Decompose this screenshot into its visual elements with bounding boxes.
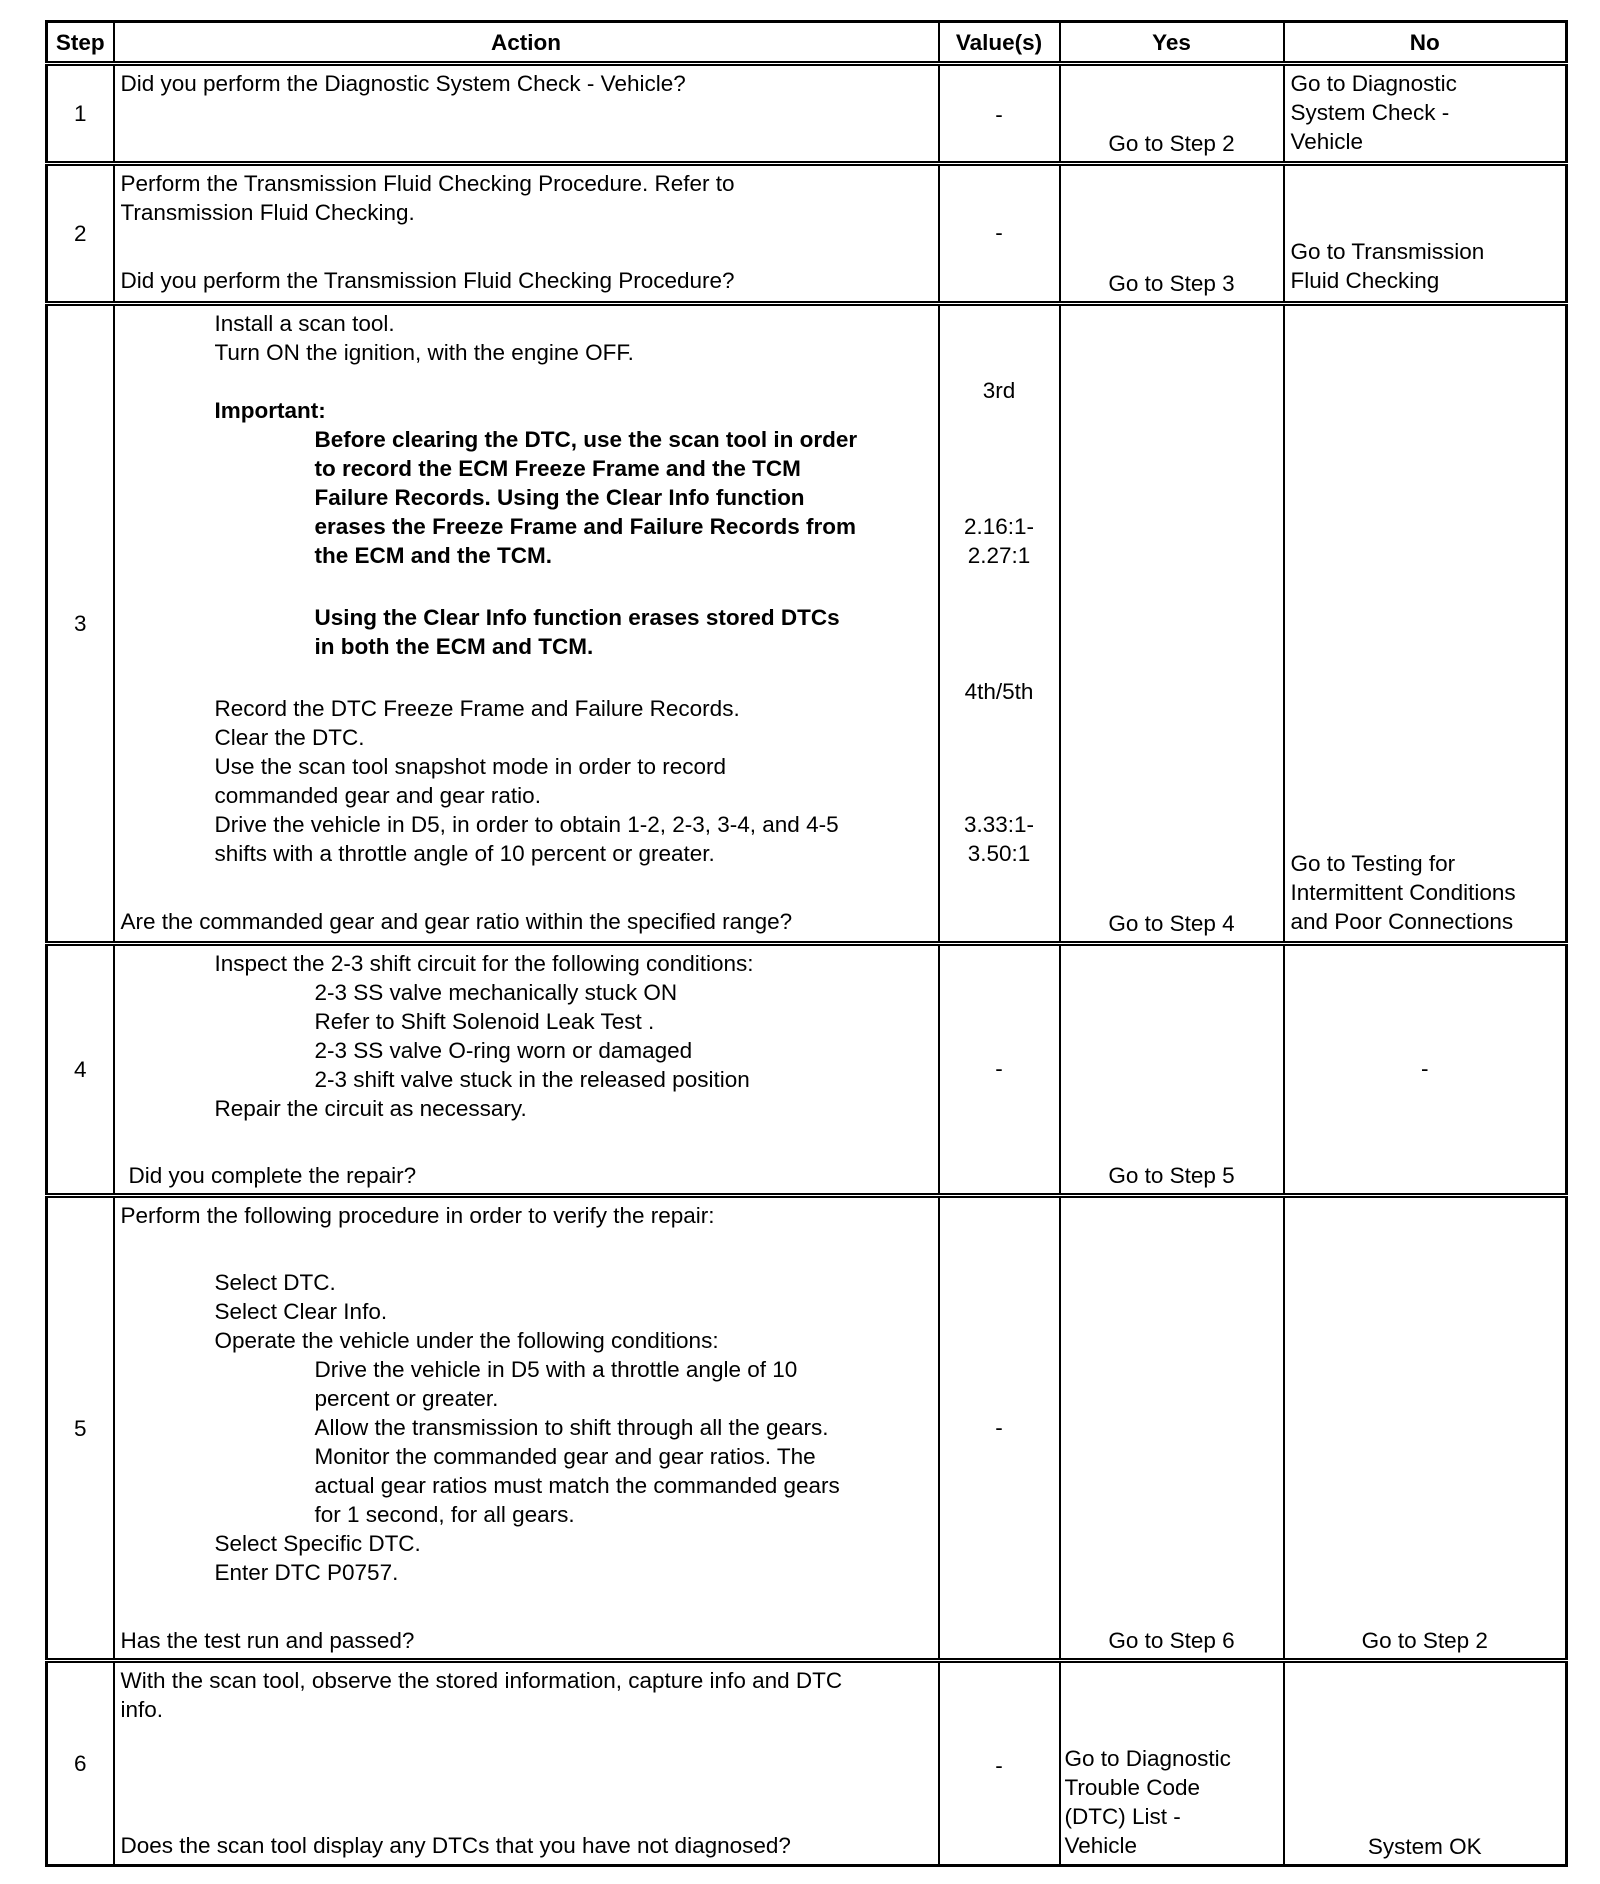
action-line: Clear the DTC.	[214, 725, 365, 750]
value-text: 2.27:1	[967, 543, 1031, 568]
action-line: Perform the following procedure in order to verify the repair:	[120, 1203, 715, 1228]
action-line: Allow the transmission to shift through all the gears.	[314, 1415, 829, 1440]
value-text: 3rd	[982, 378, 1016, 403]
action-line: Select Clear Info.	[214, 1299, 388, 1324]
value-text: 4th/5th	[964, 679, 1034, 704]
action-line: Use the scan tool snapshot mode in order to record	[214, 754, 727, 779]
table-row-step-6	[47, 1661, 1567, 1866]
action-line: Turn ON the ignition, with the engine OFF.	[214, 340, 634, 365]
no-link-line[interactable]: Go to Testing for	[1290, 851, 1456, 876]
action-line: shifts with a throttle angle of 10 percent or greater.	[214, 841, 715, 866]
value-cell	[939, 944, 1060, 1196]
action-line: Drive the vehicle in D5, in order to obtain 1-2, 2-3, 3-4, and 4-5	[214, 812, 839, 837]
no-cell[interactable]	[1284, 64, 1567, 164]
no-cell[interactable]	[1284, 1196, 1567, 1661]
header-yes: Yes	[1060, 22, 1284, 64]
action-line: Transmission Fluid Checking.	[120, 200, 415, 225]
table-row-step-1	[47, 64, 1567, 164]
yes-cell[interactable]	[1060, 304, 1284, 944]
no-link[interactable]: Go to Step 2	[1361, 1628, 1488, 1653]
header-action: Action	[114, 22, 939, 64]
value-text: -	[995, 1415, 1003, 1440]
value-text: -	[995, 220, 1003, 245]
action-cell	[114, 164, 939, 304]
yes-cell[interactable]	[1060, 1661, 1284, 1866]
action-question: Did you perform the Transmission Fluid Checking Procedure?	[120, 268, 735, 293]
action-line: Select Specific DTC.	[214, 1531, 421, 1556]
yes-cell[interactable]	[1060, 1196, 1284, 1661]
important-note-line: Using the Clear Info function erases stored DTCs	[314, 605, 840, 630]
action-line: Repair the circuit as necessary.	[214, 1096, 527, 1121]
no-link-line[interactable]: Fluid Checking	[1290, 268, 1440, 293]
table-row-step-5	[47, 1196, 1567, 1661]
action-cell	[114, 64, 939, 164]
no-link-line[interactable]: Go to Transmission	[1290, 239, 1485, 264]
yes-link[interactable]: Go to Step 5	[1108, 1163, 1235, 1188]
step-number: 3	[47, 304, 114, 944]
yes-link-line[interactable]: Vehicle	[1064, 1833, 1138, 1858]
action-line: 2-3 shift valve stuck in the released position	[314, 1067, 750, 1092]
action-line: Install a scan tool.	[214, 311, 395, 336]
action-line: percent or greater.	[314, 1386, 499, 1411]
action-line: Operate the vehicle under the following conditions:	[214, 1328, 719, 1353]
important-label: Important:	[214, 398, 326, 423]
value-text: -	[995, 102, 1003, 127]
action-cell	[114, 1661, 939, 1866]
yes-link[interactable]: Go to Step 4	[1108, 911, 1235, 936]
value-text: -	[995, 1056, 1003, 1081]
important-note-line: the ECM and the TCM.	[314, 543, 552, 568]
important-note-line: to record the ECM Freeze Frame and the TCM	[314, 456, 801, 481]
no-link-line[interactable]: System Check -	[1290, 100, 1450, 125]
value-cell	[939, 304, 1060, 944]
yes-cell[interactable]	[1060, 164, 1284, 304]
value-text: -	[995, 1753, 1003, 1778]
no-link-line[interactable]: Intermittent Conditions	[1290, 880, 1516, 905]
action-line: Refer to Shift Solenoid Leak Test .	[314, 1009, 655, 1034]
yes-link[interactable]: Go to Step 3	[1108, 271, 1235, 296]
action-line: Select DTC.	[214, 1270, 336, 1295]
no-text: -	[1421, 1056, 1429, 1081]
value-text: 3.50:1	[967, 841, 1031, 866]
action-line: 2-3 SS valve mechanically stuck ON	[314, 980, 678, 1005]
value-text: 2.16:1-	[963, 514, 1035, 539]
yes-cell[interactable]	[1060, 64, 1284, 164]
header-row	[47, 22, 1567, 64]
action-line: Record the DTC Freeze Frame and Failure Records.	[214, 696, 740, 721]
yes-link[interactable]: Go to Step 6	[1108, 1628, 1235, 1653]
action-question: Has the test run and passed?	[120, 1628, 415, 1653]
no-link-line[interactable]: Vehicle	[1290, 129, 1364, 154]
action-question: Does the scan tool display any DTCs that you have not diagnosed?	[120, 1833, 791, 1858]
table-row-step-2	[47, 164, 1567, 304]
step-number: 6	[47, 1661, 114, 1866]
important-note-line: Before clearing the DTC, use the scan tool in order	[314, 427, 858, 452]
value-cell	[939, 64, 1060, 164]
no-text: System OK	[1367, 1834, 1482, 1859]
action-line: Inspect the 2-3 shift circuit for the following conditions:	[214, 951, 754, 976]
important-note-line: in both the ECM and TCM.	[314, 634, 594, 659]
step-number: 2	[47, 164, 114, 304]
action-line: Enter DTC P0757.	[214, 1560, 399, 1585]
action-question: Are the commanded gear and gear ratio within the specified range?	[120, 909, 793, 934]
action-line: info.	[120, 1697, 164, 1722]
header-no: No	[1284, 22, 1567, 64]
action-line: With the scan tool, observe the stored information, capture info and DTC	[120, 1668, 843, 1693]
table-row-step-3	[47, 304, 1567, 944]
value-cell	[939, 1661, 1060, 1866]
action-cell	[114, 944, 939, 1196]
no-cell	[1284, 1661, 1567, 1866]
step-number: 1	[47, 64, 114, 164]
header-step: Step	[47, 22, 114, 64]
yes-link-line[interactable]: Go to Diagnostic	[1064, 1746, 1231, 1771]
step-number: 4	[47, 944, 114, 1196]
value-cell	[939, 164, 1060, 304]
action-line: commanded gear and gear ratio.	[214, 783, 541, 808]
value-text: 3.33:1-	[963, 812, 1035, 837]
no-link-line[interactable]: Go to Diagnostic	[1290, 71, 1457, 96]
action-line: 2-3 SS valve O-ring worn or damaged	[314, 1038, 693, 1063]
no-cell[interactable]	[1284, 164, 1567, 304]
no-cell[interactable]	[1284, 304, 1567, 944]
no-link-line[interactable]: and Poor Connections	[1290, 909, 1514, 934]
important-note-line: Failure Records. Using the Clear Info function	[314, 485, 805, 510]
yes-link-line[interactable]: (DTC) List -	[1064, 1804, 1181, 1829]
step-number: 5	[47, 1196, 114, 1661]
yes-cell[interactable]	[1060, 944, 1284, 1196]
important-note-line: erases the Freeze Frame and Failure Records from	[314, 514, 856, 539]
action-line: Monitor the commanded gear and gear ratios. The	[314, 1444, 816, 1469]
table-row-step-4	[47, 944, 1567, 1196]
action-cell	[114, 304, 939, 944]
value-cell	[939, 1196, 1060, 1661]
action-line: actual gear ratios must match the commanded gears	[314, 1473, 840, 1498]
yes-link[interactable]: Go to Step 2	[1108, 131, 1235, 156]
action-line: Did you perform the Diagnostic System Check - Vehicle?	[120, 71, 686, 96]
no-cell	[1284, 944, 1567, 1196]
action-line: Perform the Transmission Fluid Checking Procedure. Refer to	[120, 171, 735, 196]
yes-link-line[interactable]: Trouble Code	[1064, 1775, 1200, 1800]
diagnostic-table	[45, 20, 1568, 1867]
diagnostic-table-page	[45, 20, 1565, 1862]
action-line: Drive the vehicle in D5 with a throttle angle of 10	[314, 1357, 798, 1382]
action-question: Did you complete the repair?	[128, 1163, 417, 1188]
action-line: for 1 second, for all gears.	[314, 1502, 575, 1527]
header-values: Value(s)	[939, 22, 1060, 64]
action-cell	[114, 1196, 939, 1661]
